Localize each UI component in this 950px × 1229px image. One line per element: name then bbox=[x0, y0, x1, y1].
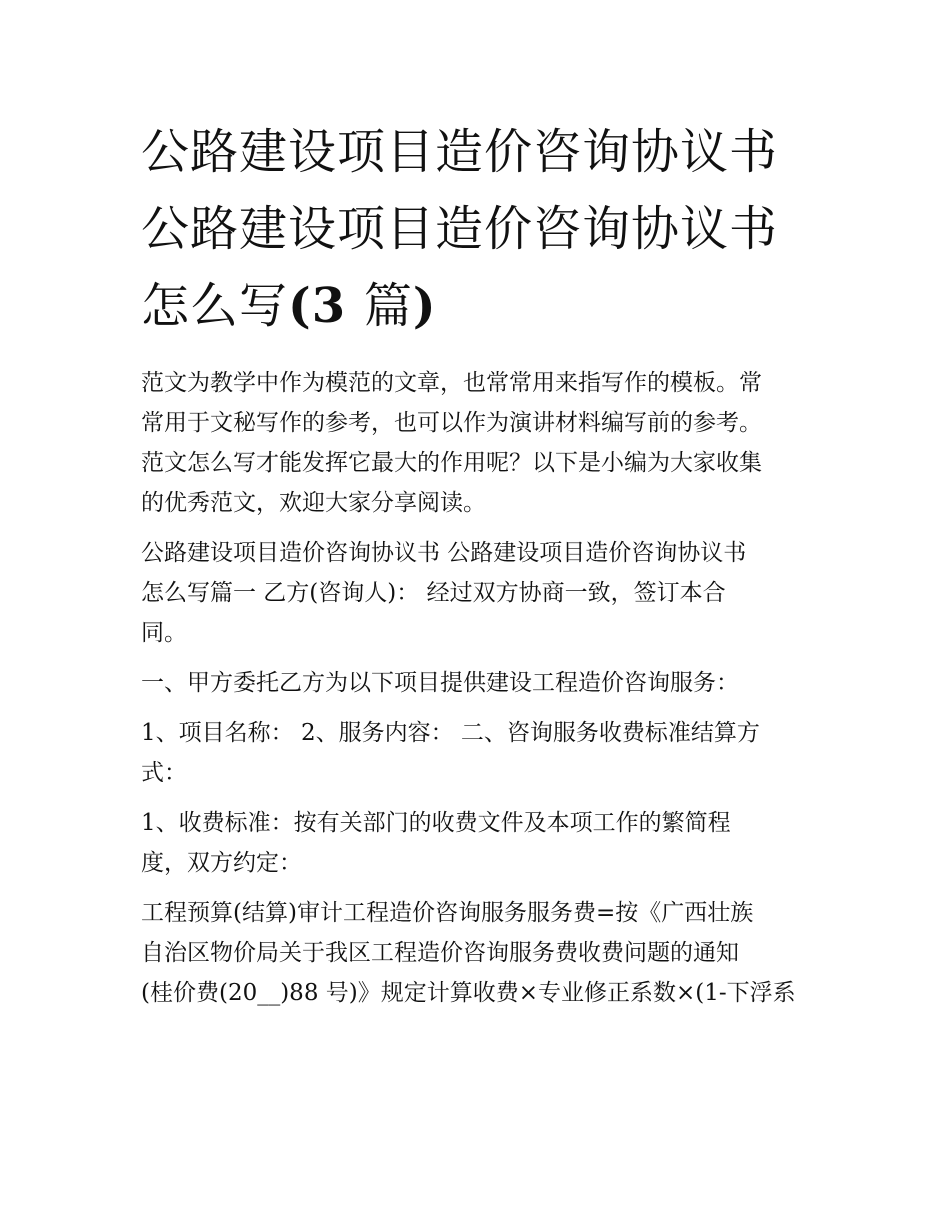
text-line: 公路建设项目造价咨询协议书 公路建设项目造价咨询协议书 bbox=[141, 540, 747, 566]
title-line-3-count-close: ) bbox=[412, 278, 437, 334]
text-line: 度，双方约定： bbox=[141, 850, 302, 876]
clause-paragraph bbox=[141, 893, 813, 1013]
intro-paragraph bbox=[141, 363, 813, 523]
text-line: 自治区物价局关于我区工程造价咨询服务费收费问题的通知 bbox=[141, 940, 739, 966]
title-line-1: 公路建设项目造价咨询协议书 bbox=[141, 124, 779, 180]
clause-paragraph bbox=[141, 713, 813, 793]
text-line: 式： bbox=[141, 760, 187, 786]
text-line: 工程预算(结算)审计工程造价咨询服务服务费=按《广西壮族 bbox=[141, 900, 754, 926]
text-line: 1、收费标准：按有关部门的收费文件及本项工作的繁简程 bbox=[141, 810, 731, 836]
text-line: 范文为教学中作为模范的文章，也常常用来指写作的模板。常 bbox=[141, 370, 762, 396]
text-line: 同。 bbox=[141, 620, 187, 646]
heading-paragraph bbox=[141, 533, 813, 653]
title-line-3-text: 怎么写 bbox=[141, 278, 289, 334]
text-line: 常用于文秘写作的参考，也可以作为演讲材料编写前的参考。 bbox=[141, 410, 762, 436]
text-line: (桂价费(20__)88 号)》规定计算收费×专业修正系数×(1-下浮系 bbox=[141, 980, 796, 1006]
text-line: 怎么写篇一 乙方(咨询人)： 经过双方协商一致，签订本合 bbox=[141, 580, 726, 606]
title-line-3-unit: 篇 bbox=[363, 278, 413, 334]
title-line-2: 公路建设项目造价咨询协议书 bbox=[141, 201, 779, 257]
clause-paragraph bbox=[141, 663, 813, 703]
document-page bbox=[141, 114, 813, 1013]
title-line-3 bbox=[141, 268, 813, 345]
text-line: 的优秀范文，欢迎大家分享阅读。 bbox=[141, 490, 486, 516]
text-line: 1、项目名称： 2、服务内容： 二、咨询服务收费标准结算方 bbox=[141, 720, 760, 746]
document-title bbox=[141, 114, 813, 345]
text-line: 一、甲方委托乙方为以下项目提供建设工程造价咨询服务： bbox=[141, 670, 739, 696]
clause-paragraph bbox=[141, 803, 813, 883]
title-line-3-count-open: (3 bbox=[288, 278, 364, 334]
document-body bbox=[141, 363, 813, 1013]
text-line: 范文怎么写才能发挥它最大的作用呢？以下是小编为大家收集 bbox=[141, 450, 762, 476]
